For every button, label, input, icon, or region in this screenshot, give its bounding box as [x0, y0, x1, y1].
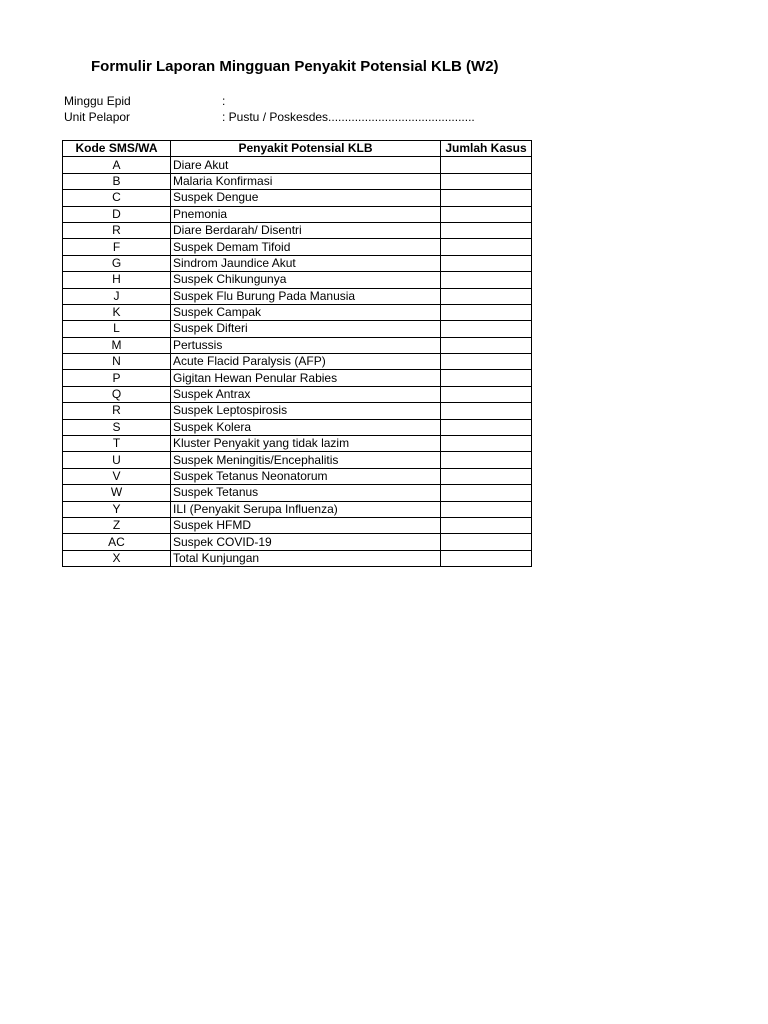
disease-name-cell: Suspek Demam Tifoid [171, 239, 441, 255]
header-jumlah: Jumlah Kasus [441, 141, 532, 157]
disease-name-cell: Suspek Antrax [171, 386, 441, 402]
disease-name-cell: Suspek Meningitis/Encephalitis [171, 452, 441, 468]
field-label: Unit Pelapor [64, 110, 131, 124]
table-row [63, 386, 532, 402]
case-count-cell[interactable] [441, 534, 532, 550]
code-cell: N [63, 354, 171, 370]
code-cell: W [63, 485, 171, 501]
case-count-cell[interactable] [441, 321, 532, 337]
field-unit-pelapor [64, 110, 475, 124]
disease-name-cell: Suspek HFMD [171, 517, 441, 533]
case-count-cell[interactable] [441, 468, 532, 484]
disease-name-cell: Sindrom Jaundice Akut [171, 255, 441, 271]
code-cell: A [63, 157, 171, 173]
table-row [63, 370, 532, 386]
disease-name-cell: Suspek Leptospirosis [171, 403, 441, 419]
table-row [63, 157, 532, 173]
table-row [63, 485, 532, 501]
table-row [63, 304, 532, 320]
table-row [63, 550, 532, 566]
case-count-cell[interactable] [441, 501, 532, 517]
disease-name-cell: Suspek Tetanus Neonatorum [171, 468, 441, 484]
code-cell: Q [63, 386, 171, 402]
disease-name-cell: Suspek Flu Burung Pada Manusia [171, 288, 441, 304]
case-count-cell[interactable] [441, 190, 532, 206]
table-row [63, 206, 532, 222]
disease-name-cell: Diare Berdarah/ Disentri [171, 222, 441, 238]
table-row [63, 255, 532, 271]
table-row [63, 534, 532, 550]
table-row [63, 239, 532, 255]
field-minggu-epid [64, 94, 226, 108]
case-count-cell[interactable] [441, 419, 532, 435]
disease-name-cell: Pnemonia [171, 206, 441, 222]
case-count-cell[interactable] [441, 272, 532, 288]
header-penyakit: Penyakit Potensial KLB [171, 141, 441, 157]
code-cell: R [63, 403, 171, 419]
table-row [63, 501, 532, 517]
disease-name-cell: Suspek Dengue [171, 190, 441, 206]
table-row [63, 321, 532, 337]
table-row [63, 272, 532, 288]
table-row [63, 190, 532, 206]
case-count-cell[interactable] [441, 239, 532, 255]
form-title: Formulir Laporan Mingguan Penyakit Potensial KLB (W2) [91, 58, 499, 75]
case-count-cell[interactable] [441, 517, 532, 533]
case-count-cell[interactable] [441, 550, 532, 566]
disease-name-cell: Suspek Difteri [171, 321, 441, 337]
disease-name-cell: Malaria Konfirmasi [171, 173, 441, 189]
table-row [63, 419, 532, 435]
case-count-cell[interactable] [441, 452, 532, 468]
disease-name-cell: Total Kunjungan [171, 550, 441, 566]
code-cell: G [63, 255, 171, 271]
code-cell: H [63, 272, 171, 288]
disease-name-cell: ILI (Penyakit Serupa Influenza) [171, 501, 441, 517]
disease-name-cell: Gigitan Hewan Penular Rabies [171, 370, 441, 386]
code-cell: L [63, 321, 171, 337]
header-kode: Kode SMS/WA [63, 141, 171, 157]
case-count-cell[interactable] [441, 370, 532, 386]
table-row [63, 436, 532, 452]
code-cell: Y [63, 501, 171, 517]
table-row [63, 517, 532, 533]
table-row [63, 173, 532, 189]
field-label: Minggu Epid [64, 94, 131, 108]
case-count-cell[interactable] [441, 304, 532, 320]
code-cell: AC [63, 534, 171, 550]
code-cell: C [63, 190, 171, 206]
code-cell: V [63, 468, 171, 484]
disease-name-cell: Kluster Penyakit yang tidak lazim [171, 436, 441, 452]
code-cell: P [63, 370, 171, 386]
code-cell: J [63, 288, 171, 304]
case-count-cell[interactable] [441, 288, 532, 304]
disease-name-cell: Suspek Campak [171, 304, 441, 320]
code-cell: F [63, 239, 171, 255]
case-count-cell[interactable] [441, 403, 532, 419]
case-count-cell[interactable] [441, 436, 532, 452]
table-header-row [63, 141, 532, 157]
table-row [63, 354, 532, 370]
case-count-cell[interactable] [441, 157, 532, 173]
code-cell: M [63, 337, 171, 353]
disease-name-cell: Diare Akut [171, 157, 441, 173]
table-row [63, 468, 532, 484]
table-row [63, 288, 532, 304]
code-cell: S [63, 419, 171, 435]
code-cell: U [63, 452, 171, 468]
disease-name-cell: Acute Flacid Paralysis (AFP) [171, 354, 441, 370]
case-count-cell[interactable] [441, 222, 532, 238]
code-cell: Z [63, 517, 171, 533]
code-cell: B [63, 173, 171, 189]
case-count-cell[interactable] [441, 354, 532, 370]
code-cell: K [63, 304, 171, 320]
table-row [63, 403, 532, 419]
disease-name-cell: Suspek Chikungunya [171, 272, 441, 288]
disease-name-cell: Suspek COVID-19 [171, 534, 441, 550]
disease-name-cell: Suspek Tetanus [171, 485, 441, 501]
code-cell: X [63, 550, 171, 566]
code-cell: D [63, 206, 171, 222]
case-count-cell[interactable] [441, 485, 532, 501]
code-cell: R [63, 222, 171, 238]
field-value[interactable]: : Pustu / Poskesdes............................................ [222, 110, 475, 124]
field-value[interactable]: : [222, 94, 226, 108]
table-row [63, 222, 532, 238]
disease-name-cell: Suspek Kolera [171, 419, 441, 435]
table-row [63, 452, 532, 468]
table-row [63, 337, 532, 353]
case-count-cell[interactable] [441, 173, 532, 189]
case-count-cell[interactable] [441, 337, 532, 353]
code-cell: T [63, 436, 171, 452]
disease-report-table [62, 140, 532, 567]
case-count-cell[interactable] [441, 255, 532, 271]
disease-name-cell: Pertussis [171, 337, 441, 353]
case-count-cell[interactable] [441, 386, 532, 402]
case-count-cell[interactable] [441, 206, 532, 222]
